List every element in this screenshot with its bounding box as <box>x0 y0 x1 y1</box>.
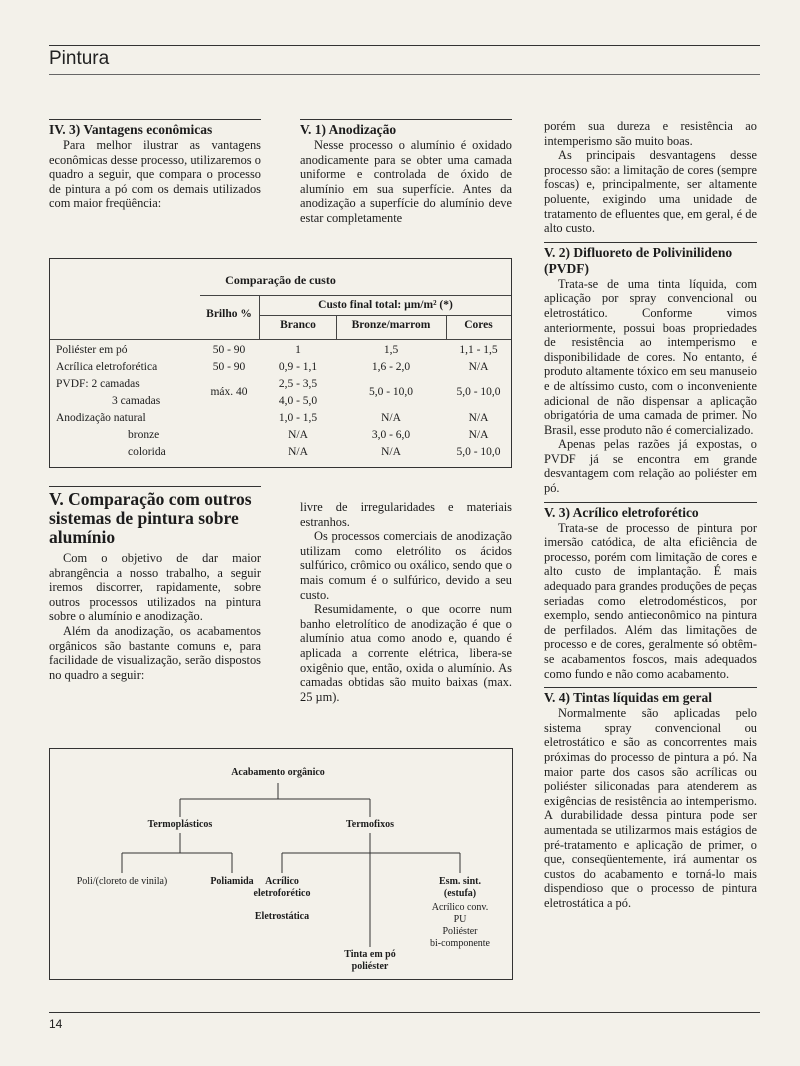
table-rule <box>259 295 260 339</box>
heading-rule <box>544 242 757 243</box>
diagram-bi-componente: bi-componente <box>430 938 490 949</box>
table-title: Comparação de custo <box>225 273 336 287</box>
diagram-estufa: (estufa) <box>443 888 477 899</box>
table-cell: N/A <box>381 412 401 424</box>
table-rule <box>336 315 337 339</box>
diagram-acrilico: Acrílico <box>265 876 299 887</box>
paragraph: Normalmente são aplicadas pelo sistema spray convencional ou eletrostático e são as concorrentes mais próximas do processo de pintura a pó. Na maior parte dos casos são acrílicas ou poliéster siliconadas para atenderem as exigências de resistência ao intemperismo. A durabilidade dessa pintura pode ser aumentada se utilizarmos mais estágios de pré-tratamento e aplicação de primer, o que, conseqüentemente, irá aumentar os custos do acabamento e torná-lo mais dispendioso que o processo de pintura eletrostática a pó. <box>544 706 757 910</box>
heading-acrilico: V. 3) Acrílico eletroforético <box>544 504 699 520</box>
table-cell: máx. 40 <box>210 386 248 398</box>
paragraph: Com o objetivo de dar maior abrangência a nosso trabalho, a seguir iremos discorrer, rapidamente, sobre outros processos utilizados na pintura sobre o alumínio e anodização. <box>49 551 261 624</box>
table-row-label: colorida <box>128 446 166 458</box>
table-cell: 1,6 - 2,0 <box>371 361 411 373</box>
page-number: 14 <box>49 1017 63 1031</box>
paragraph: Os processos comerciais de anodização utilizam como eletrólito os ácidos sulfúrico, crômico ou oxálico, sendo que o mais comum é o sulfúrico, devido a seu custo. <box>300 529 512 602</box>
heading-tintas-liquidas: V. 4) Tintas líquidas em geral <box>544 690 713 706</box>
paragraph: Além da anodização, os acabamentos orgânicos são bastante comuns e, para facilidade de visualização, serão dispostos no quadro a seguir: <box>49 623 261 682</box>
table-row-label: Acrílica eletroforética <box>56 361 158 373</box>
paragraph: Para melhor ilustrar as vantagens econômicas desse processo, utilizaremos o quadro a seguir, que compara o processo de pintura a pó com os demais utilizados com maior freqüência: <box>49 138 261 211</box>
paragraph: Trata-se de uma tinta líquida, com aplicação por spray convencional ou eletrostático. Conforme vimos anteriormente, possui boas propriedades de resistência ao intemperismo e disponibilidade de cores. No entanto, é produto altamente tóxico em seu manuseio e de altíssimo custo, com o inconveniente adicional de não dispensar a aplicação obrigatória de uma camada de primer. No Brasil, esse produto não é comercializado. <box>544 276 757 437</box>
table-cell: 4,0 - 5,0 <box>278 395 318 407</box>
table-cell: 2,5 - 3,5 <box>278 378 318 390</box>
table-cell: N/A <box>468 361 489 373</box>
heading-pvdf: V. 2) Difluoreto de Polivinilideno (PVDF) <box>544 244 733 276</box>
table-row-label: Anodização natural <box>56 412 146 424</box>
table-cell: 50 - 90 <box>212 361 246 373</box>
paragraph: As principais desvantagens desse processo são: a limitação de cores (sempre foscas) e, principalmente, ser altamente poluente, exigindo uma unidade de tratamento de efluentes que, em geral, é de alto custo. <box>544 148 757 236</box>
table-cell: 1 <box>295 344 301 356</box>
footer-rule <box>49 1012 760 1013</box>
diagram-poliester: poliéster <box>351 961 389 972</box>
heading-rule <box>49 486 261 487</box>
table-cell: N/A <box>288 429 308 441</box>
table-row-label: PVDF: 2 camadas <box>56 378 140 390</box>
table-rule <box>200 295 511 296</box>
table-cell: 0,9 - 1,1 <box>278 361 318 373</box>
diagram-esm-sint: Esm. sint. <box>439 876 481 887</box>
heading-rule <box>544 502 757 503</box>
paragraph: Nesse processo o alumínio é oxidado anodicamente para se obter uma camada uniforme e controlada de óxido de alumínio em sua superfície. Antes da anodização a superfície do alumínio deve estar completamente <box>300 138 512 225</box>
heading-anodizacao: V. 1) Anodização <box>300 122 397 137</box>
table-header-branco: Branco <box>280 319 316 331</box>
diagram-termoplasticos: Termoplásticos <box>147 819 213 830</box>
paragraph: livre de irregularidades e materiais estranhos. <box>300 500 512 529</box>
table-header-cores: Cores <box>464 319 493 331</box>
col2-top-block <box>300 119 512 226</box>
table-cell: 1,0 - 1,5 <box>278 412 318 424</box>
diagram-poliamida: Poliamida <box>210 876 254 887</box>
header-top-rule <box>49 45 760 46</box>
heading-vantagens: IV. 3) Vantagens econômicas <box>49 122 213 137</box>
diagram-eletroforetico: eletroforético <box>253 888 311 899</box>
heading-rule <box>544 687 757 688</box>
table-header-custo: Custo final total: µm/m² (*) <box>318 299 453 311</box>
table-cell: 5,0 - 10,0 <box>368 386 414 398</box>
table-cell: 5,0 - 10,0 <box>456 386 501 398</box>
table-cell: 1,1 - 1,5 <box>459 344 498 356</box>
table-cell: 1,5 <box>383 344 399 356</box>
diagram-eletrostatica: Eletrostática <box>254 911 310 922</box>
diagram-pvc: Poli/(cloreto de vinila) <box>76 876 168 887</box>
col1-mid-block <box>49 486 261 682</box>
diagram-acrilico-conv: Acrílico conv. <box>431 902 489 913</box>
table-row-label: bronze <box>128 429 160 441</box>
section-title: Pintura <box>49 48 110 69</box>
table-header-brilho: Brilho % <box>206 308 252 320</box>
diagram-tinta-em-po: Tinta em pó <box>344 949 396 960</box>
table-row-label: 3 camadas <box>112 395 161 407</box>
paragraph: porém sua dureza e resistência ao intemperismo são muito boas. <box>544 119 757 148</box>
diagram-poliester-bi: Poliéster <box>442 926 478 937</box>
heading-rule <box>300 119 512 120</box>
table-header-bronze: Bronze/marrom <box>351 319 431 331</box>
table-cell: N/A <box>288 446 308 458</box>
col2-mid-block <box>300 500 512 704</box>
table-cell: N/A <box>468 429 489 441</box>
col3-block <box>544 119 757 911</box>
paragraph: Trata-se de processo de pintura por imersão catódica, de alta eficiência de processo, porém com limitação de cores e alto custo de implantação. É mais adequado para grandes produções de peças seriadas como eletrodomésticos, por exemplo, sendo antieconômico na pintura de perfilados. Além das limitações de processo e de cores, geralmente só obtêm-se acabamentos foscos, mais adequados como fundo e não como acabamento. <box>544 520 757 681</box>
paragraph: Resumidamente, o que ocorre num banho eletrolítico de anodização é que o alumínio atua como anodo e, quando é aplicada a corrente elétrica, libera-se oxigênio que, então, oxida o alumínio. As camadas obtidas são muito baixas (max. 25 µm). <box>300 602 512 704</box>
table-rule <box>260 315 511 316</box>
header-bottom-rule <box>49 74 760 75</box>
table-cell: N/A <box>468 412 489 424</box>
table-row-label: Poliéster em pó <box>56 344 128 356</box>
table-cell: 5,0 - 10,0 <box>456 446 501 458</box>
table-cell: 3,0 - 6,0 <box>371 429 411 441</box>
diagram-pu: PU <box>453 914 467 925</box>
col1-top-block <box>49 119 261 211</box>
paragraph: Apenas pelas razões já expostas, o PVDF já se encontra em grande desvantagem com relação ao poliéster em pó. <box>544 437 757 496</box>
heading-comparacao: V. Comparação com outros sistemas de pintura sobre alumínio <box>49 489 252 547</box>
diagram-root: Acabamento orgânico <box>231 767 325 778</box>
table-rule <box>50 339 511 340</box>
heading-rule <box>49 119 261 120</box>
table-cell: N/A <box>381 446 401 458</box>
table-rule <box>446 315 447 339</box>
organic-finishes-diagram <box>49 748 513 980</box>
table-cell: 50 - 90 <box>212 344 246 356</box>
diagram-termofixos: Termofixos <box>346 819 394 830</box>
cost-comparison-table <box>49 258 512 468</box>
